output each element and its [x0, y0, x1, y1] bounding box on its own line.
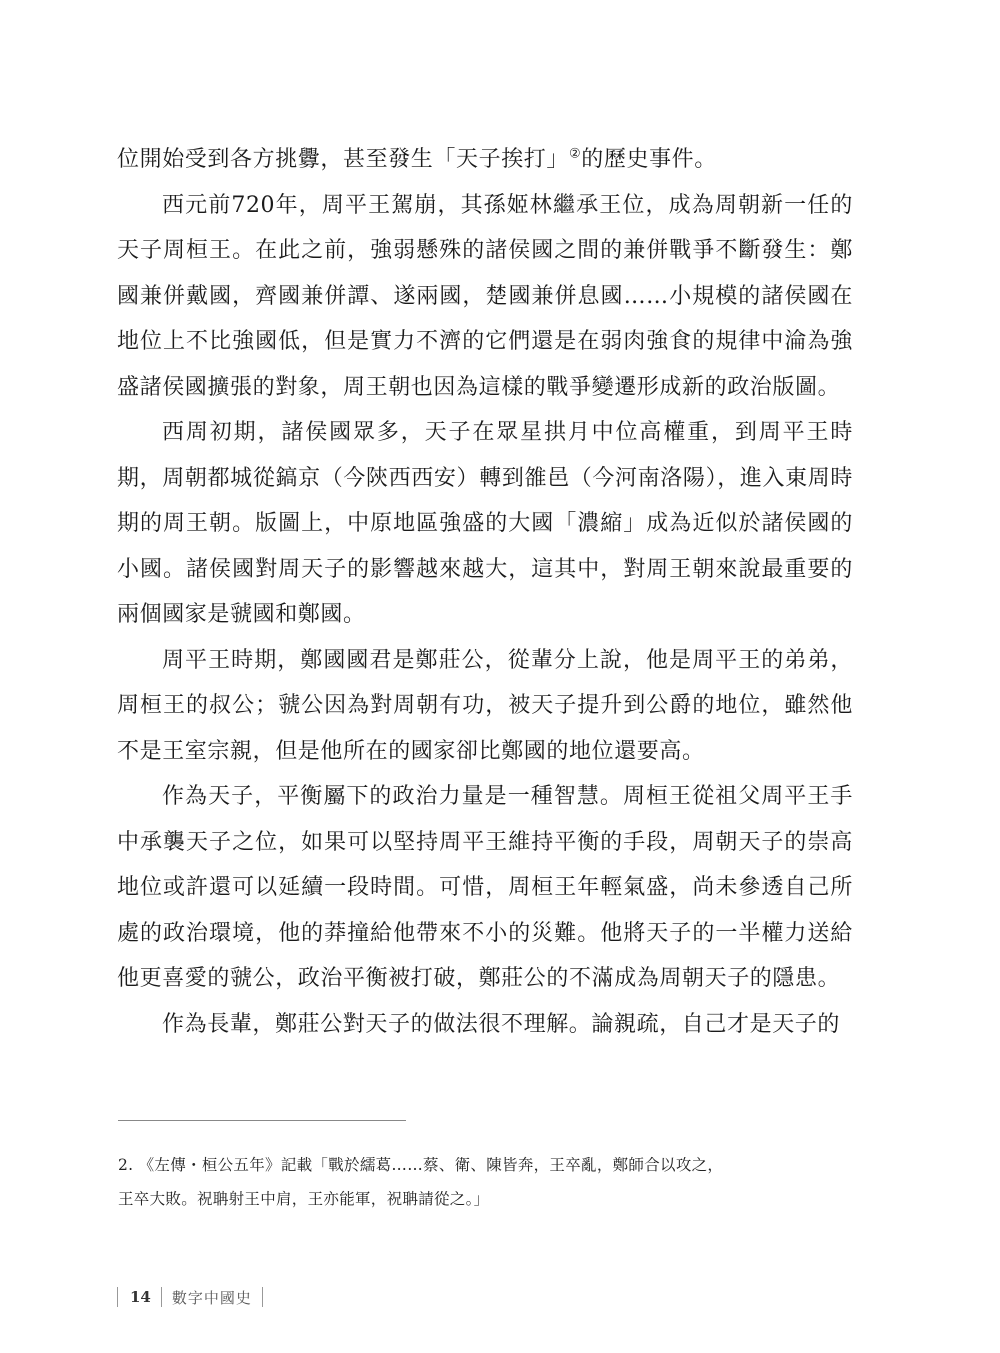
page-number: 14 — [130, 1288, 151, 1306]
footnote-line-1: 2. 《左傳・桓公五年》記載「戰於繻葛……蔡、衛、陳皆奔，王卒亂，鄭師合以攻之， — [118, 1156, 724, 1174]
folio-divider — [117, 1287, 118, 1307]
paragraph-3: 西周初期，諸侯國眾多，天子在眾星拱月中位高權重，到周平王時期，周朝都城從鎬京（今陝西西安）轉到雒邑（今河南洛陽），進入東周時期的周王朝。版圖上，中原地區強盛的大國「濃縮」成為近似於諸侯國的小國。諸侯國對周天子的影響越來越大，這其中，對周王朝來說最重要的兩個國家是虢國和鄭國。 — [117, 420, 853, 627]
footnote-line-2: 王卒大敗。祝聃射王中肩，王亦能軍，祝聃請從之。」 — [118, 1190, 490, 1208]
body-text — [117, 137, 853, 1047]
footnote-reference: ② — [569, 146, 582, 162]
paragraph-1 — [117, 137, 853, 183]
paragraph-6: 作為長輩，鄭莊公對天子的做法很不理解。論親疏，自己才是天子的 — [162, 1011, 841, 1037]
page-footer — [117, 1286, 263, 1308]
footnote-divider — [118, 1120, 406, 1121]
running-title: 數字中國史 — [171, 1288, 252, 1307]
paragraph-5: 作為天子，平衡屬下的政治力量是一種智慧。周桓王從祖父周平王手中承襲天子之位，如果可以堅持周平王維持平衡的手段，周朝天子的崇高地位或許還可以延續一段時間。可惜，周桓王年輕氣盛，尚未參透自己所處的政治環境，他的莽撞給他帶來不小的災難。他將天子的一半權力送給他更喜愛的虢公，政治平衡被打破，鄭莊公的不滿成為周朝天子的隱患。 — [117, 784, 853, 991]
paragraph-1-text: 位開始受到各方挑釁，甚至發生「天子挨打」 — [117, 147, 570, 172]
paragraph-4: 周平王時期，鄭國國君是鄭莊公，從輩分上說，他是周平王的弟弟，周桓王的叔公；虢公因為對周朝有功，被天子提升到公爵的地位，雖然他不是王室宗親，但是他所在的國家卻比鄭國的地位還要高。 — [117, 647, 853, 764]
footnote — [118, 1148, 858, 1216]
paragraph-1-text-continued: 的歷史事件。 — [581, 147, 717, 172]
folio-divider — [262, 1287, 263, 1307]
paragraph-2: 西元前720年，周平王駕崩，其孫姬林繼承王位，成為周朝新一任的天子周桓王。在此之前，強弱懸殊的諸侯國之間的兼併戰爭不斷發生：鄭國兼併戴國，齊國兼併譚、遂兩國，楚國兼併息國……小規模的諸侯國在地位上不比強國低，但是實力不濟的它們還是在弱肉強食的規律中淪為強盛諸侯國擴張的對象，周王朝也因為這樣的戰爭變遷形成新的政治版圖。 — [117, 192, 853, 400]
folio-divider — [161, 1287, 162, 1307]
